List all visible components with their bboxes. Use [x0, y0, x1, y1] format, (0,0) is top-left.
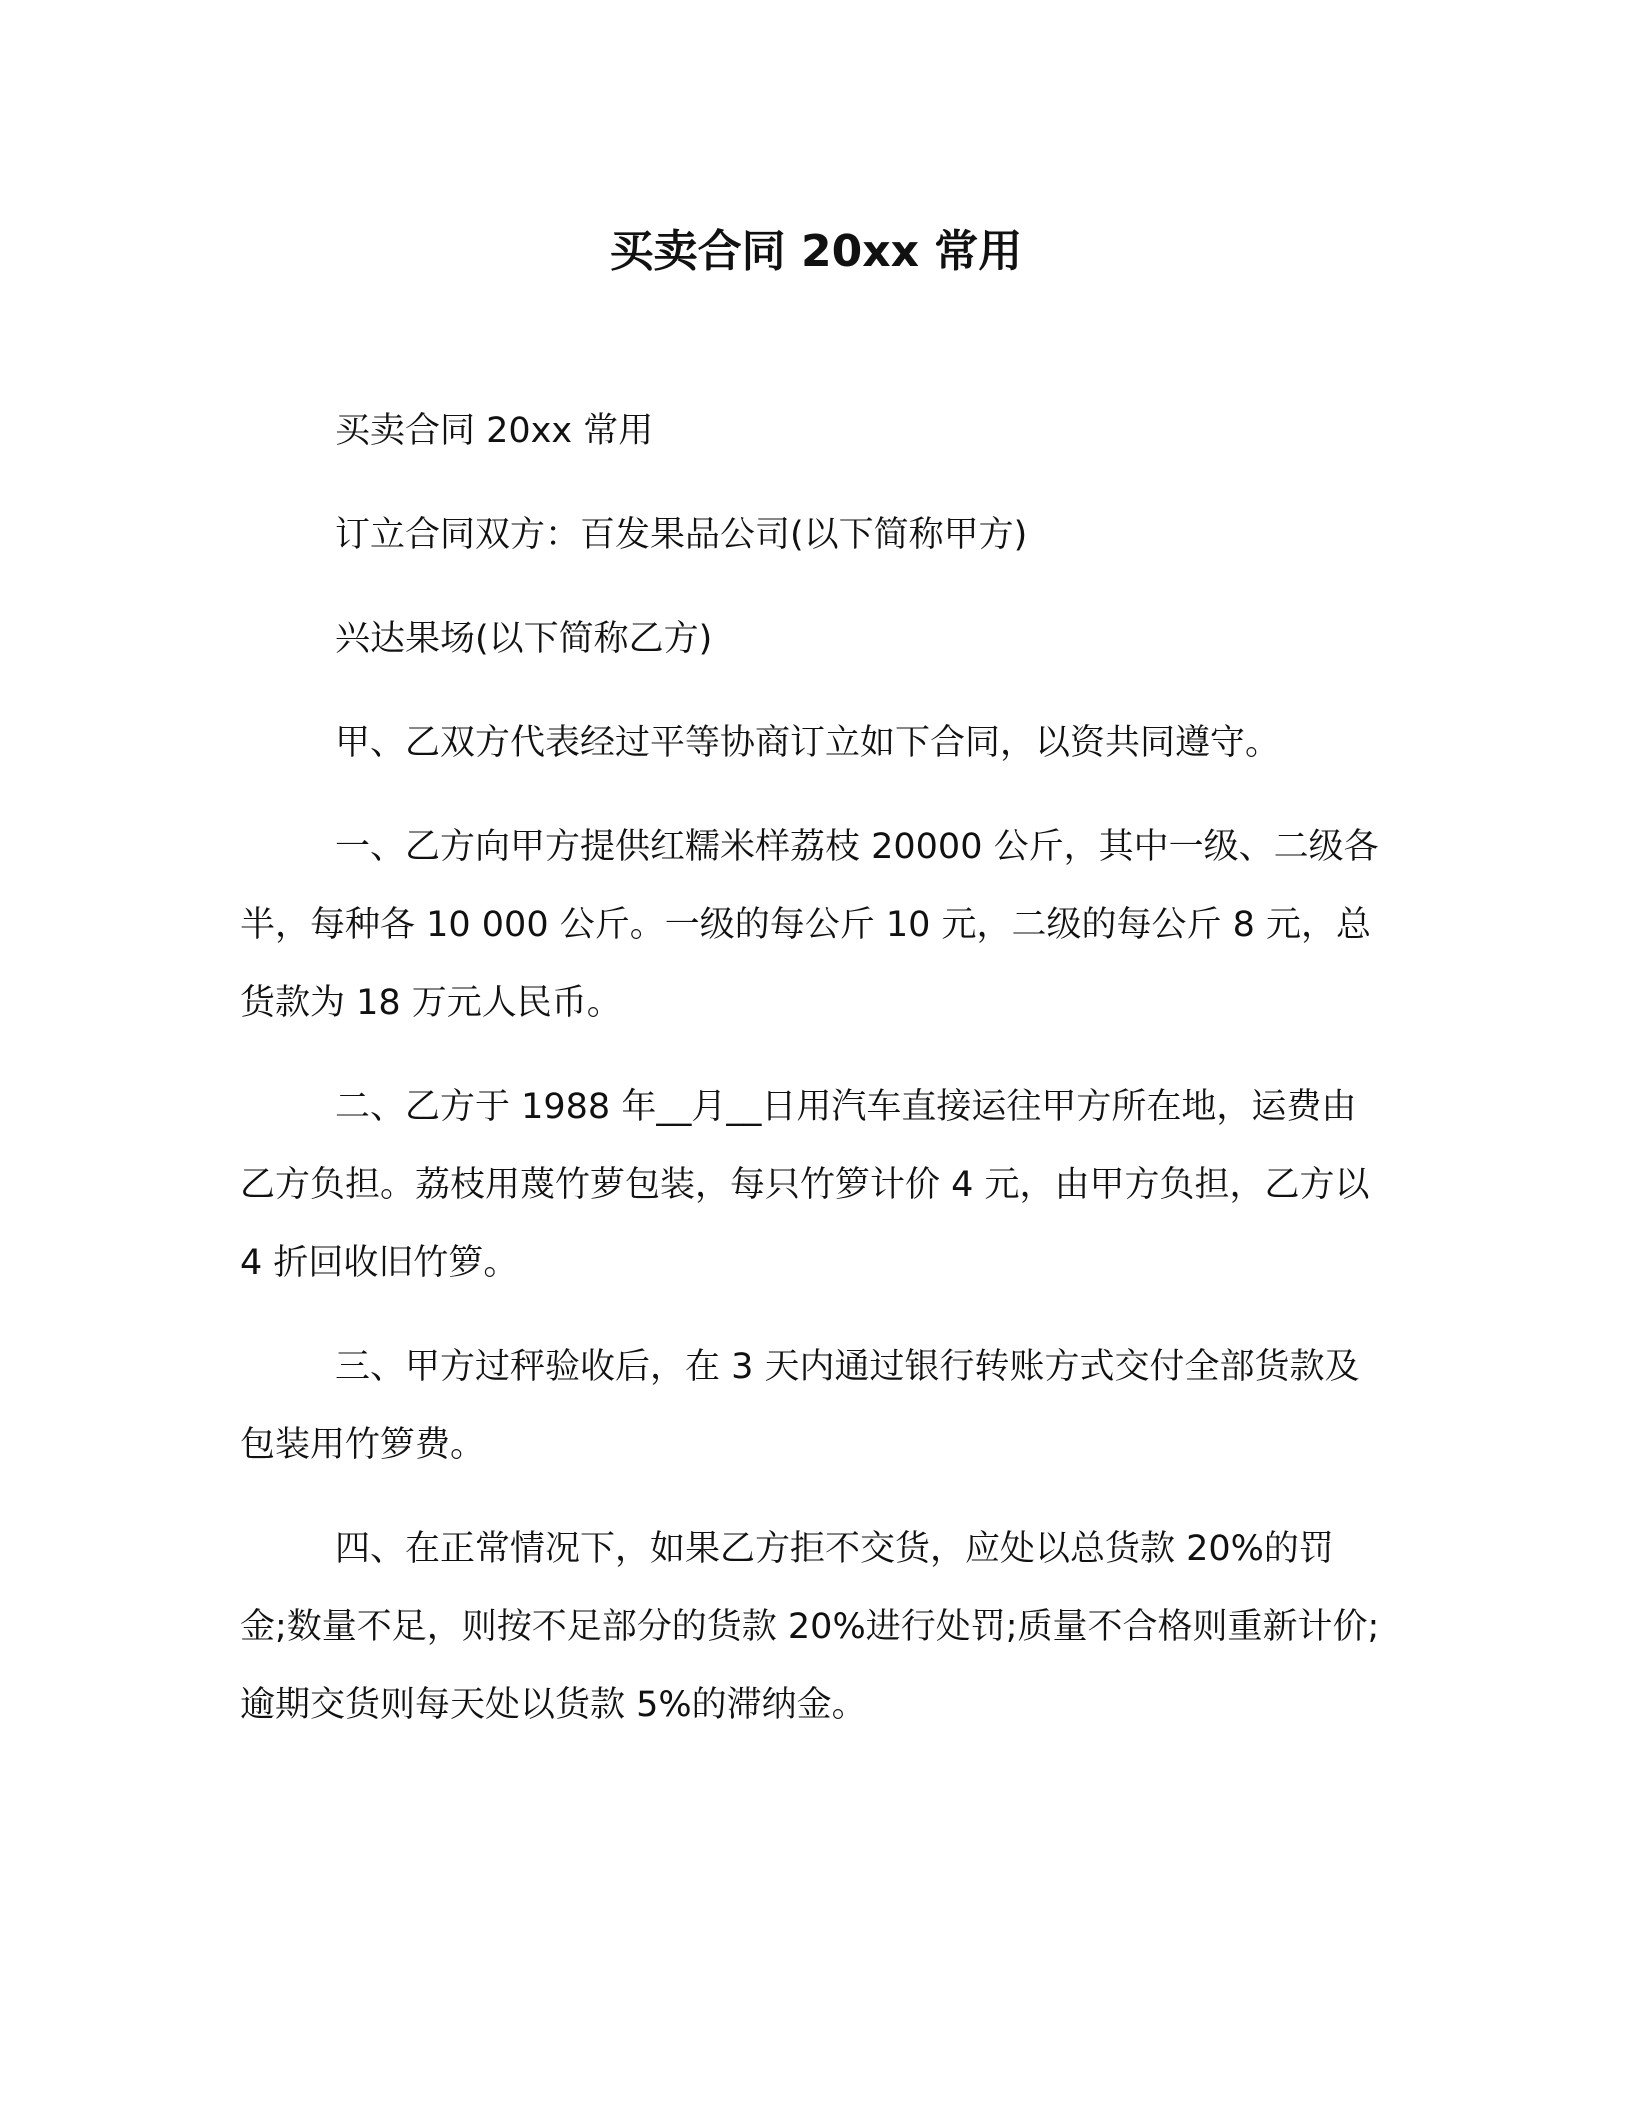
paragraph-clause-2: 二、乙方于 1988 年__月__日用汽车直接运往甲方所在地，运费由乙方负担。荔枝用蔑竹萝包装，每只竹箩计价 4 元，由甲方负担，乙方以 4 折回收旧竹箩。	[240, 1087, 1370, 1283]
paragraph-party-b: 兴达果场(以下简称乙方)	[335, 619, 713, 659]
paragraph-heading: 买卖合同 20xx 常用	[335, 411, 654, 451]
paragraph-parties: 订立合同双方：百发果品公司(以下简称甲方)	[335, 515, 1028, 555]
paragraph-clause-1: 一、乙方向甲方提供红糯米样荔枝 20000 公斤，其中一级、二级各半，每种各 10 000 公斤。一级的每公斤 10 元，二级的每公斤 8 元，总货款为 18 万元人民币。	[240, 827, 1379, 1023]
document-title: 买卖合同 20xx 常用	[609, 226, 1023, 277]
document-body	[240, 392, 1380, 1770]
paragraph-clause-3: 三、甲方过秤验收后，在 3 天内通过银行转账方式交付全部货款及包装用竹箩费。	[240, 1347, 1360, 1465]
paragraph-clause-4: 四、在正常情况下，如果乙方拒不交货，应处以总货款 20%的罚金;数量不足，则按不足部分的货款 20%进行处罚;质量不合格则重新计价;逾期交货则每天处以货款 5%的滞纳金。	[240, 1529, 1380, 1725]
paragraph-preamble: 甲、乙双方代表经过平等协商订立如下合同，以资共同遵守。	[335, 723, 1281, 763]
